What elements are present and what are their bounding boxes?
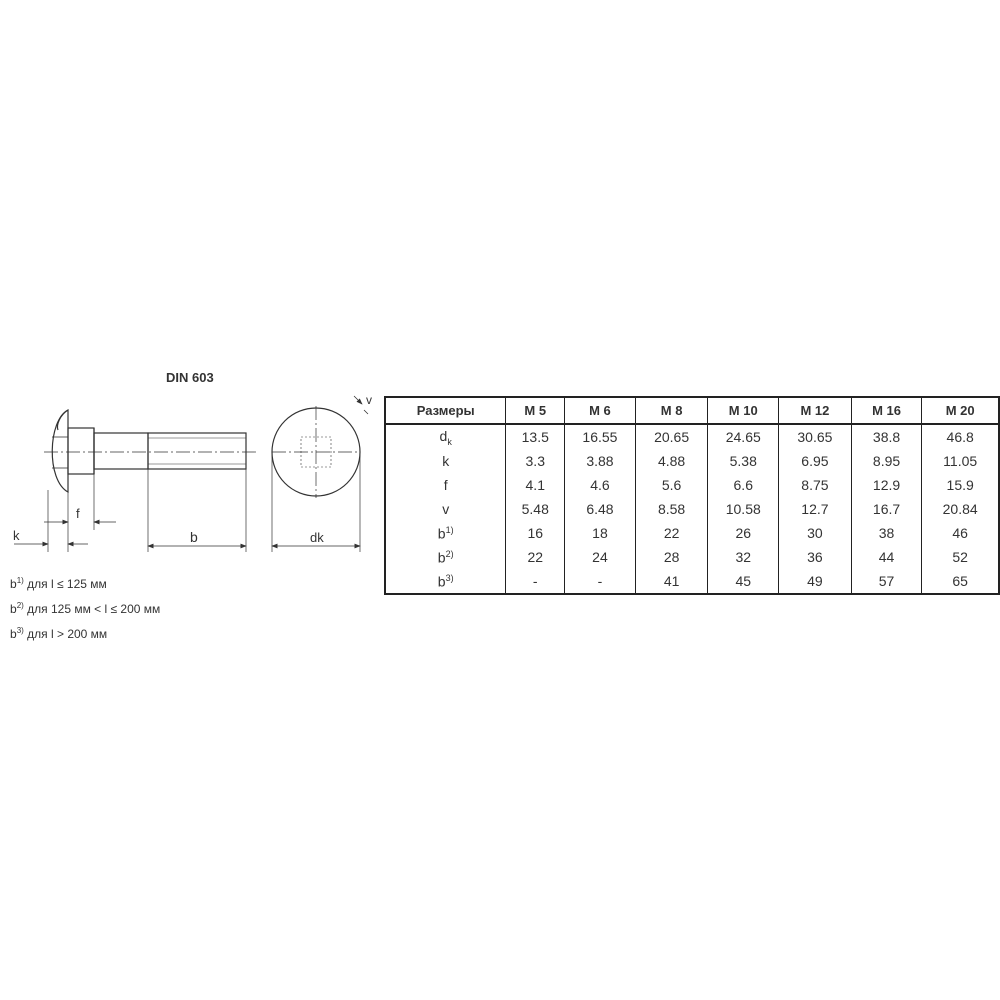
table-row	[385, 497, 999, 521]
table-cell: 45	[708, 569, 779, 594]
footnotes	[10, 570, 160, 645]
table-cell: 41	[635, 569, 708, 594]
table-row	[385, 424, 999, 449]
table-cell: -	[565, 569, 636, 594]
table-cell: 6.95	[779, 449, 852, 473]
dim-dk-label: dk	[310, 530, 324, 545]
row-label: k	[442, 453, 450, 469]
table-cell: 65	[922, 569, 999, 594]
table-row	[385, 545, 999, 569]
table-cell: 46.8	[922, 424, 999, 449]
header-cell: M 8	[635, 397, 708, 424]
row-label: $b^{3)}$	[385, 569, 506, 594]
table-cell: 4.1	[506, 473, 565, 497]
dim-f-label: f	[76, 506, 80, 521]
bolt-neck	[68, 428, 94, 474]
table-cell: 22	[506, 545, 565, 569]
table-cell: 20.84	[922, 497, 999, 521]
header-cell: M 10	[708, 397, 779, 424]
row-label: f	[443, 477, 448, 493]
table-cell: 28	[635, 545, 708, 569]
table-cell: 6.48	[565, 497, 636, 521]
table-cell: 36	[779, 545, 852, 569]
header-cell: M 6	[565, 397, 636, 424]
table-cell: 15.9	[922, 473, 999, 497]
table-cell: 10.58	[708, 497, 779, 521]
table-cell: 16	[506, 521, 565, 545]
dim-b-label: b	[190, 529, 198, 545]
table-cell: 46	[922, 521, 999, 545]
row-label: $b^{2)}$	[437, 548, 454, 566]
table-cell: 22	[635, 521, 708, 545]
table-cell: 5.38	[708, 449, 779, 473]
table-row	[385, 569, 999, 594]
table-cell: 12.9	[851, 473, 922, 497]
footnote-1: $b^{1)}$ для l ≤ 125 мм	[10, 576, 107, 591]
table-cell: 16.7	[851, 497, 922, 521]
table-cell: 8.95	[851, 449, 922, 473]
bolt-top-view	[272, 406, 360, 498]
table-cell: 24.65	[708, 424, 779, 449]
table-cell: 8.75	[779, 473, 852, 497]
bolt-thread	[148, 433, 246, 469]
header-cell: M 20	[922, 397, 999, 424]
table-cell: 3.88	[565, 449, 636, 473]
table-cell: 6.6	[708, 473, 779, 497]
table-cell: 3.3	[506, 449, 565, 473]
row-label: $d_k$	[439, 427, 452, 447]
dimensions-table	[384, 396, 1000, 595]
table-cell: 11.05	[922, 449, 999, 473]
table-cell: 16.55	[565, 424, 636, 449]
dim-v-label: v	[366, 393, 372, 407]
bolt-side-view	[44, 410, 258, 492]
table-cell: 26	[708, 521, 779, 545]
table-cell: 18	[565, 521, 636, 545]
table-cell: 32	[708, 545, 779, 569]
table-cell: 52	[922, 545, 999, 569]
table-cell: 44	[851, 545, 922, 569]
table-row	[385, 521, 999, 545]
header-cell: Размеры	[385, 397, 506, 424]
table-header-row	[385, 397, 999, 424]
table-cell: -	[506, 569, 565, 594]
bolt-shank	[94, 433, 148, 469]
table-cell: 12.7	[779, 497, 852, 521]
bolt-drawing	[0, 360, 380, 560]
dim-k-label: k	[13, 528, 20, 543]
table-cell: 49	[779, 569, 852, 594]
table-cell: 8.58	[635, 497, 708, 521]
table-cell: 5.6	[635, 473, 708, 497]
footnote-2: $b^{2)}$ для 125 мм < l ≤ 200 мм	[10, 601, 161, 616]
header-cell: M 12	[779, 397, 852, 424]
table-row	[385, 473, 999, 497]
table-cell: 20.65	[635, 424, 708, 449]
table-cell: 4.6	[565, 473, 636, 497]
table-cell: 30	[779, 521, 852, 545]
footnote-3: $b^{3)}$ для l > 200 мм	[10, 626, 108, 641]
bolt-head	[52, 410, 68, 492]
header-cell: M 5	[506, 397, 565, 424]
header-cell: M 16	[851, 397, 922, 424]
table-cell: 13.5	[506, 424, 565, 449]
table-row	[385, 449, 999, 473]
table-cell: 4.88	[635, 449, 708, 473]
table-cell: 30.65	[779, 424, 852, 449]
row-label: $b^{1)}$	[437, 524, 454, 542]
row-label: v	[442, 501, 450, 517]
table-cell: 57	[851, 569, 922, 594]
table-cell: 5.48	[506, 497, 565, 521]
table-cell: 38.8	[851, 424, 922, 449]
table-cell: 38	[851, 521, 922, 545]
table-cell: 24	[565, 545, 636, 569]
diagram-title: DIN 603	[166, 370, 214, 385]
